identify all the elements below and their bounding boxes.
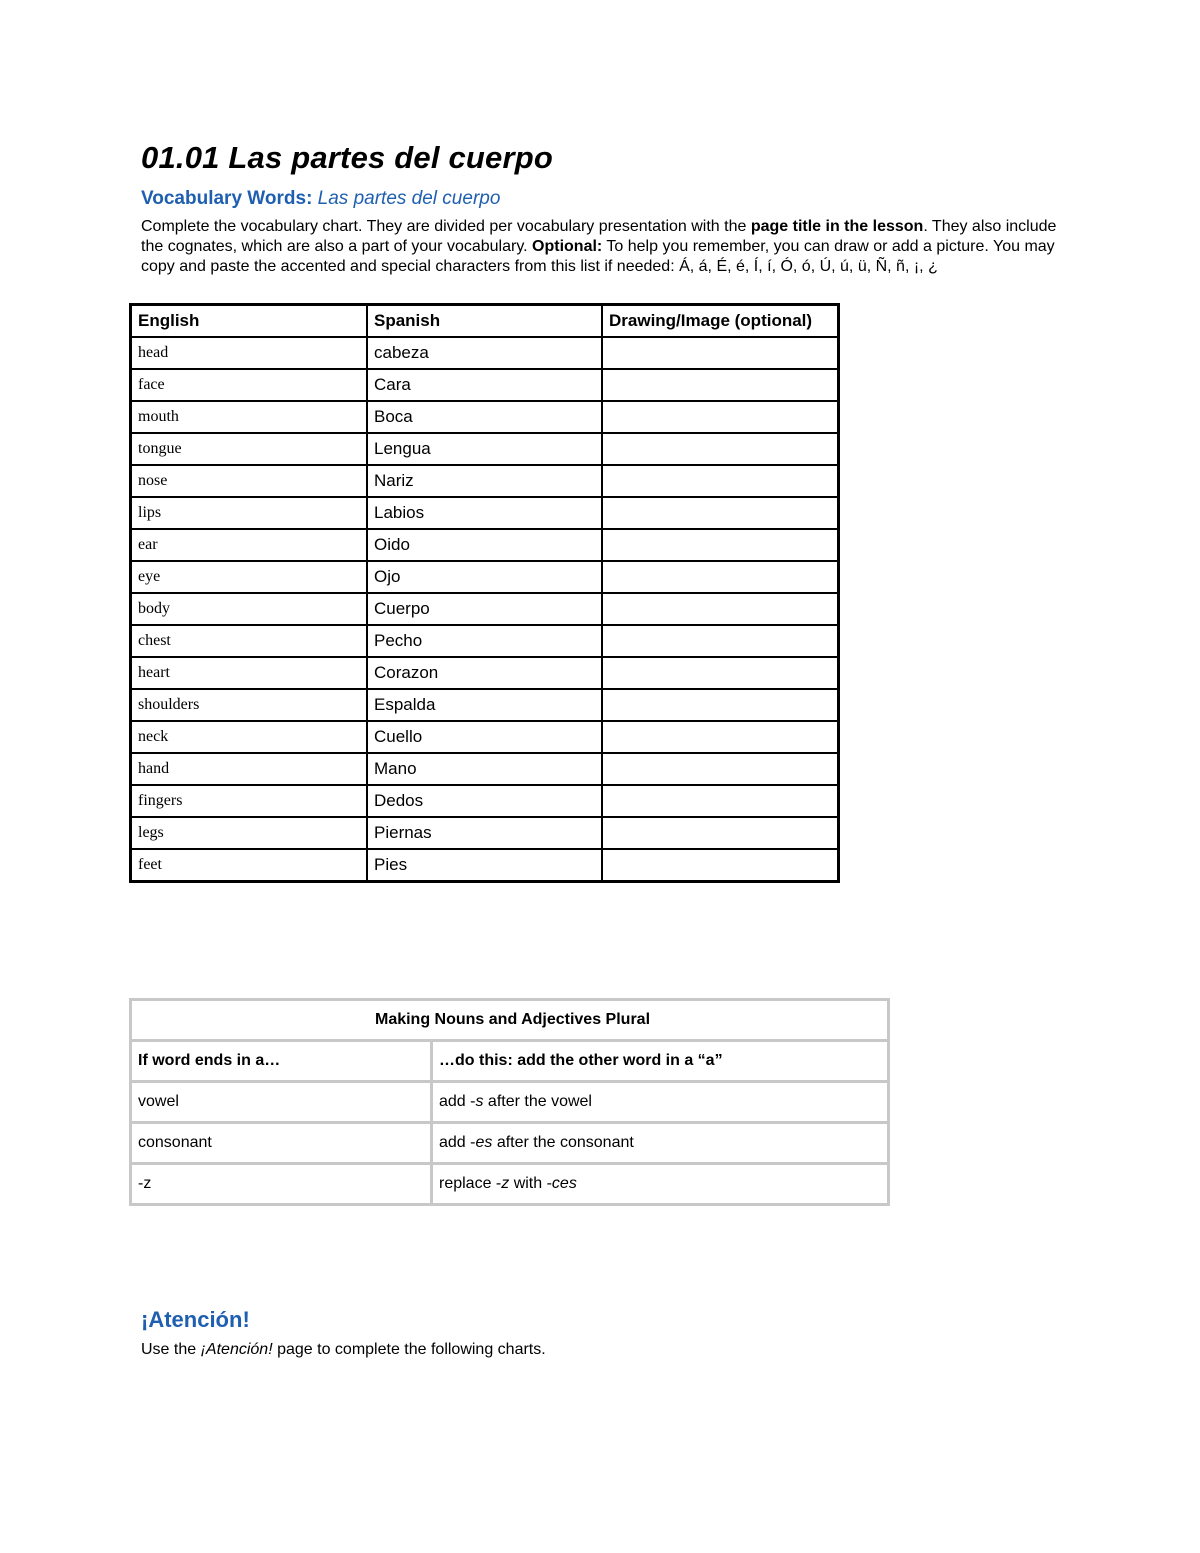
table-row (131, 1082, 889, 1123)
english-word-cell: heart (131, 657, 368, 689)
header-english: English (131, 305, 368, 338)
attention-text-1: Use the (141, 1341, 201, 1358)
vocabulary-subheading (141, 188, 500, 210)
table-row (131, 497, 839, 529)
drawing-cell[interactable] (602, 721, 839, 753)
instructions-text-1: Complete the vocabulary chart. They are divided per vocabulary presentation with the (141, 218, 751, 235)
action-text-part: s (475, 1093, 484, 1110)
plural-rules-table (129, 998, 890, 1206)
table-row (131, 465, 839, 497)
action-text-part: add - (439, 1093, 476, 1110)
table-row (131, 561, 839, 593)
table-row (131, 433, 839, 465)
table-row (131, 657, 839, 689)
spanish-word-cell: Corazon (367, 657, 602, 689)
attention-heading: ¡Atención! (141, 1307, 250, 1332)
action-text-part: add - (439, 1134, 476, 1151)
vocabulary-header-row (131, 305, 839, 338)
action-text-part: replace - (439, 1175, 502, 1192)
table-row (131, 785, 839, 817)
english-word-cell: chest (131, 625, 368, 657)
english-word-cell: lips (131, 497, 368, 529)
word-ending-cell: -z (131, 1164, 432, 1205)
english-word-cell: nose (131, 465, 368, 497)
action-text-part: z (501, 1175, 510, 1192)
header-spanish: Spanish (367, 305, 602, 338)
drawing-cell[interactable] (602, 849, 839, 882)
drawing-cell[interactable] (602, 625, 839, 657)
drawing-cell[interactable] (602, 337, 839, 369)
spanish-word-cell: Mano (367, 753, 602, 785)
drawing-cell[interactable] (602, 753, 839, 785)
english-word-cell: shoulders (131, 689, 368, 721)
english-word-cell: feet (131, 849, 368, 882)
instructions-text-3: To help you remember, you can draw or add a picture. You may copy and paste the accented and special characters from this list if needed: Á, á, É, é, Í, í, Ó, ó, Ú, ú, ü, Ñ, ñ, ¡, ¿ (141, 238, 1055, 275)
page-title: 01.01 Las partes del cuerpo (141, 140, 554, 175)
table-row (131, 1164, 889, 1205)
action-text-part: with - (509, 1175, 552, 1192)
drawing-cell[interactable] (602, 529, 839, 561)
english-word-cell: head (131, 337, 368, 369)
spanish-word-cell: Cuerpo (367, 593, 602, 625)
action-text-part: after the vowel (483, 1093, 592, 1110)
spanish-word-cell: Nariz (367, 465, 602, 497)
plural-action-cell (432, 1123, 889, 1164)
action-text-part: ces (551, 1175, 577, 1192)
english-word-cell: hand (131, 753, 368, 785)
plural-action-cell (432, 1164, 889, 1205)
drawing-cell[interactable] (602, 497, 839, 529)
instructions-paragraph (141, 217, 1061, 277)
spanish-word-cell: Labios (367, 497, 602, 529)
spanish-word-cell: Boca (367, 401, 602, 433)
instructions-text-2: . They also include the cognates, which are also a part of your vocabulary. (141, 218, 1057, 255)
attention-text-2: page to complete the following charts. (272, 1341, 546, 1358)
spanish-word-cell: Oido (367, 529, 602, 561)
vocabulary-table (129, 303, 840, 883)
table-row (131, 369, 839, 401)
drawing-cell[interactable] (602, 817, 839, 849)
spanish-word-cell: Lengua (367, 433, 602, 465)
table-row (131, 689, 839, 721)
english-word-cell: neck (131, 721, 368, 753)
word-ending-cell: vowel (131, 1082, 432, 1123)
instructions-bold-2: Optional: (532, 238, 603, 255)
spanish-word-cell: Cuello (367, 721, 602, 753)
subheading-label: Vocabulary Words: (141, 188, 313, 209)
spanish-word-cell: Espalda (367, 689, 602, 721)
english-word-cell: tongue (131, 433, 368, 465)
drawing-cell[interactable] (602, 465, 839, 497)
action-text-part: after the consonant (492, 1134, 634, 1151)
table-row (131, 529, 839, 561)
drawing-cell[interactable] (602, 593, 839, 625)
english-word-cell: mouth (131, 401, 368, 433)
english-word-cell: legs (131, 817, 368, 849)
english-word-cell: fingers (131, 785, 368, 817)
plural-header-ending: If word ends in a… (131, 1041, 432, 1082)
english-word-cell: body (131, 593, 368, 625)
plural-header-action: …do this: add the other word in a “a” (432, 1041, 889, 1082)
english-word-cell: eye (131, 561, 368, 593)
drawing-cell[interactable] (602, 785, 839, 817)
header-drawing: Drawing/Image (optional) (602, 305, 839, 338)
drawing-cell[interactable] (602, 401, 839, 433)
plural-action-cell (432, 1082, 889, 1123)
drawing-cell[interactable] (602, 689, 839, 721)
plural-table-title: Making Nouns and Adjectives Plural (131, 1000, 889, 1041)
table-row (131, 337, 839, 369)
table-row (131, 1123, 889, 1164)
spanish-word-cell: cabeza (367, 337, 602, 369)
spanish-word-cell: Ojo (367, 561, 602, 593)
english-word-cell: ear (131, 529, 368, 561)
table-row (131, 593, 839, 625)
drawing-cell[interactable] (602, 561, 839, 593)
spanish-word-cell: Cara (367, 369, 602, 401)
drawing-cell[interactable] (602, 657, 839, 689)
word-ending-cell: consonant (131, 1123, 432, 1164)
spanish-word-cell: Piernas (367, 817, 602, 849)
drawing-cell[interactable] (602, 369, 839, 401)
attention-text (141, 1341, 546, 1359)
subheading-topic: Las partes del cuerpo (317, 188, 501, 209)
attention-link-text: ¡Atención! (200, 1341, 273, 1358)
spanish-word-cell: Dedos (367, 785, 602, 817)
table-row (131, 721, 839, 753)
table-row (131, 817, 839, 849)
instructions-bold-1: page title in the lesson (750, 218, 924, 235)
plural-title-row (131, 1000, 889, 1041)
table-row (131, 625, 839, 657)
table-row (131, 849, 839, 882)
spanish-word-cell: Pies (367, 849, 602, 882)
plural-header-row (131, 1041, 889, 1082)
action-text-part: es (475, 1134, 493, 1151)
table-row (131, 401, 839, 433)
table-row (131, 753, 839, 785)
english-word-cell: face (131, 369, 368, 401)
spanish-word-cell: Pecho (367, 625, 602, 657)
drawing-cell[interactable] (602, 433, 839, 465)
